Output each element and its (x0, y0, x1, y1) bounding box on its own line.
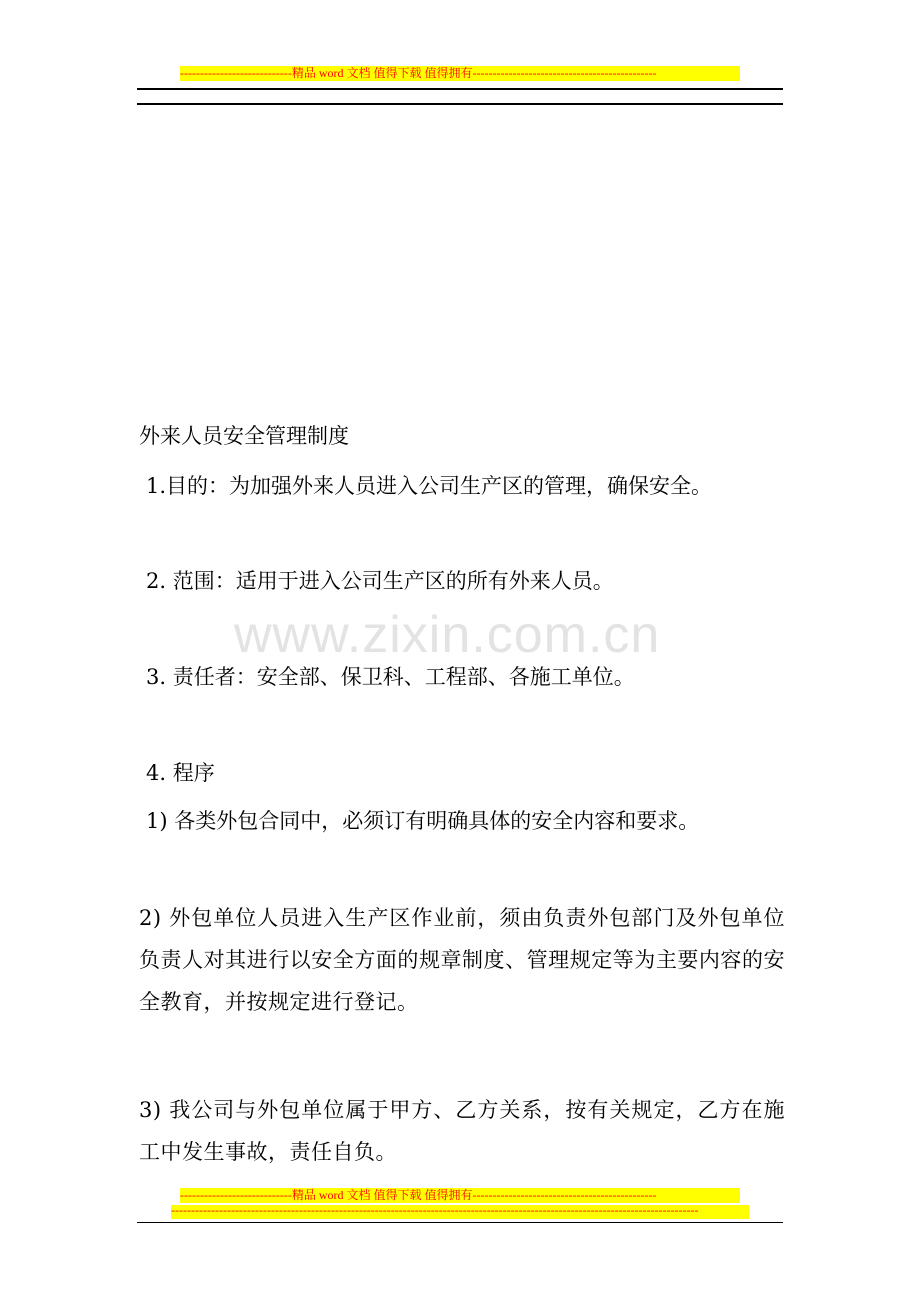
procedure-item-1: 1) 各类外包合同中，必须订有明确具体的安全内容和要求。 (146, 809, 700, 833)
footer-rule (137, 1222, 783, 1223)
procedure-item-2: 2) 外包单位人员进入生产区作业前，须由负责外包部门及外包单位负责人对其进行以安全方面的规章制度、管理规定等为主要内容的安全教育，并按规定进行登记。 (139, 906, 785, 1014)
section-responsibility: 3. 责任者：安全部、保卫科、工程部、各施工单位。 (146, 665, 635, 689)
header-rule-bottom (137, 103, 783, 105)
procedure-item-3: 3) 我公司与外包单位属于甲方、乙方关系，按有关规定，乙方在施工中发生事故，责任自负。 (139, 1098, 785, 1164)
footer-banner: ----------------------------精品 word 文档 值得下载 值得拥有---------------------------------------------- (180, 1188, 740, 1203)
header-banner: ----------------------------精品 word 文档 值得下载 值得拥有---------------------------------------------- (180, 66, 740, 81)
footer-banner-dashes: ------------------------------------------------------------------------------------------------------------------------------------ (171, 1205, 749, 1219)
document-title: 外来人员安全管理制度 (139, 424, 349, 448)
section-scope: 2. 范围：适用于进入公司生产区的所有外来人员。 (146, 569, 614, 593)
section-procedure: 4. 程序 (146, 761, 215, 785)
header-rule-top (137, 88, 783, 90)
watermark: www.zixin.com.cn (234, 606, 661, 664)
section-purpose: 1.目的：为加强外来人员进入公司生产区的管理，确保安全。 (146, 474, 713, 498)
